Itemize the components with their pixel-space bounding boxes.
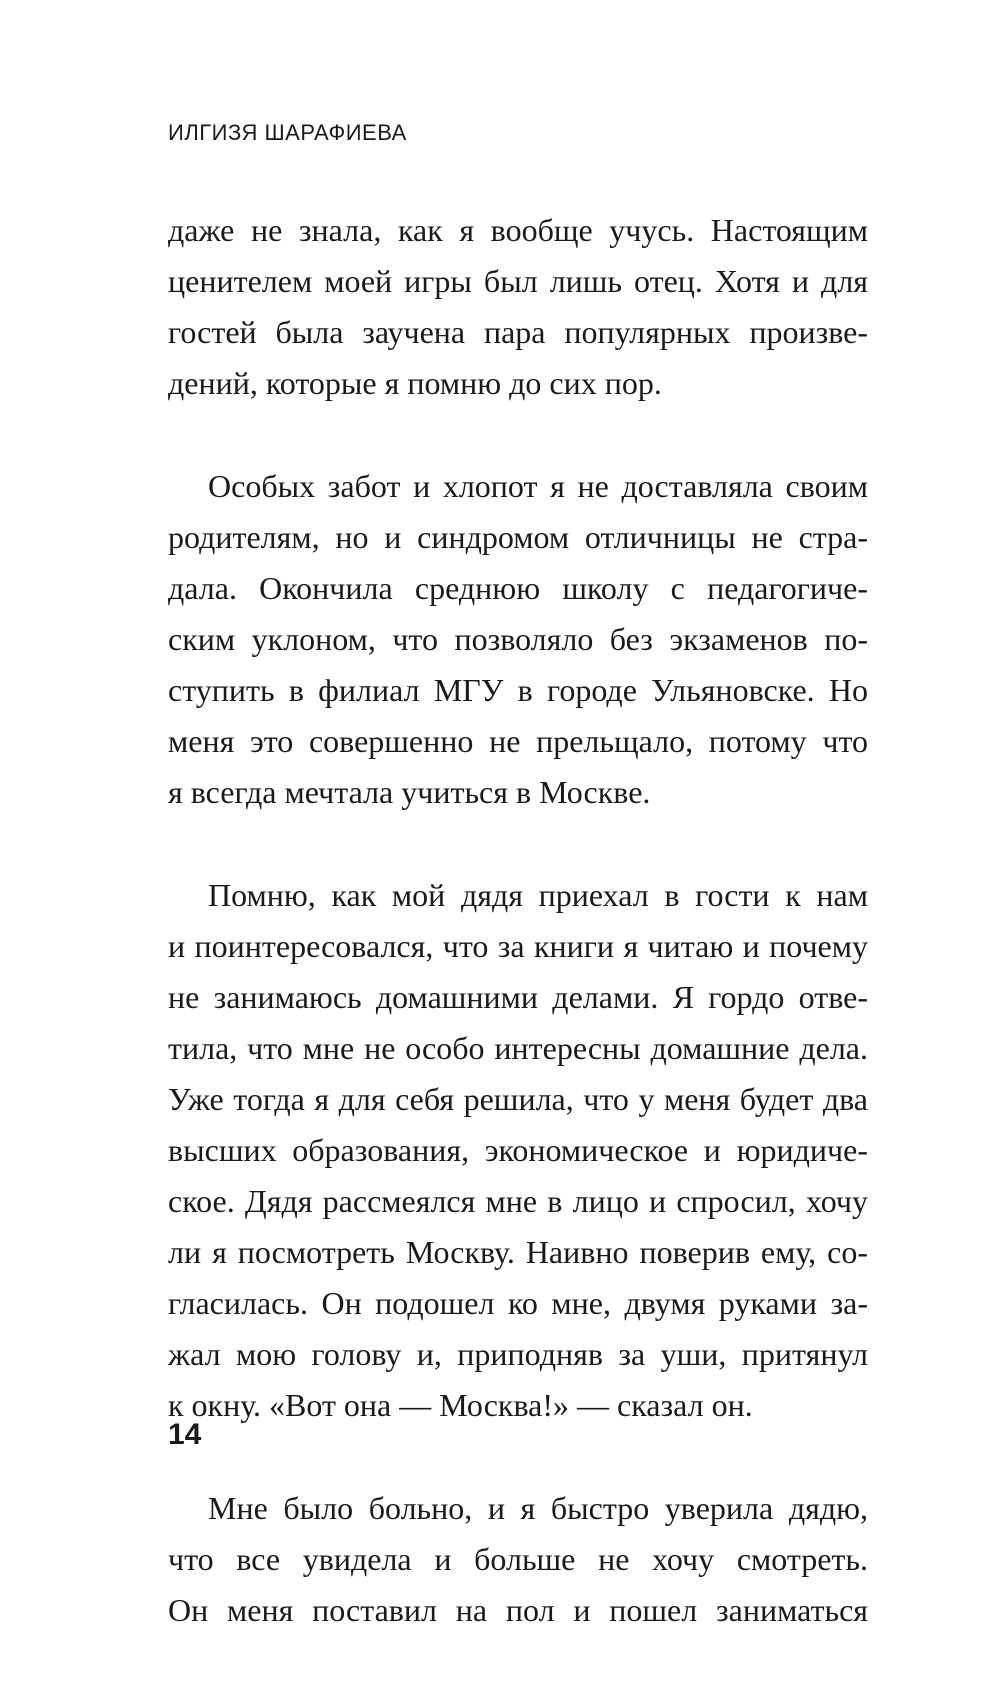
text-line: ступить в филиал МГУ в городе Ульяновске. Но [168, 672, 868, 708]
text-line: я всегда мечтала учиться в Москве. [168, 774, 651, 810]
running-head-author: ИЛГИЗЯ ШАРАФИЕВА [168, 120, 407, 145]
text-line: ли я посмотреть Москву. Наивно поверив ему, со- [168, 1234, 868, 1270]
text-line: тила, что мне не особо интересны домашние дела. [168, 1030, 868, 1066]
paragraph-4 [168, 1483, 868, 1636]
text-line: гласилась. Он подошел ко мне, двумя руками за- [168, 1285, 868, 1321]
paragraph-2 [168, 461, 868, 818]
text-line: жал мою голову и, приподняв за уши, притянул [168, 1336, 868, 1372]
text-line: гостей была заучена пара популярных произве- [168, 314, 868, 350]
text-line: дений, которые я помню до сих пор. [168, 365, 662, 401]
text-line: не занимаюсь домашними делами. Я гордо отве- [168, 979, 868, 1015]
paragraph-1 [168, 205, 868, 409]
text-line: даже не знала, как я вообще учусь. Настоящим [168, 212, 868, 248]
text-line: меня это совершенно не прельщало, потому что [168, 723, 868, 759]
page-number: 14 [168, 1418, 202, 1451]
text-line: Помню, как мой дядя приехал в гости к нам [208, 877, 868, 913]
text-line: ским уклоном, что позволяло без экзаменов по- [168, 621, 868, 657]
text-line: дала. Окончила среднюю школу с педагогиче- [168, 570, 868, 606]
text-line: Особых забот и хлопот я не доставляла своим [208, 468, 868, 504]
text-line: к окну. «Вот она — Москва!» — сказал он. [168, 1387, 753, 1423]
text-line: Он меня поставил на пол и пошел заниматься [168, 1592, 868, 1628]
body-text [168, 205, 868, 1688]
text-line: ценителем моей игры был лишь отец. Хотя и для [168, 263, 868, 299]
text-line: что все увидела и больше не хочу смотреть. [168, 1541, 868, 1577]
text-line: родителям, но и синдромом отличницы не стра- [168, 519, 868, 555]
text-line: ское. Дядя рассмеялся мне в лицо и спросил, хочу [168, 1183, 868, 1219]
text-line: Мне было больно, и я быстро уверила дядю, [208, 1490, 868, 1526]
text-line: и поинтересовался, что за книги я читаю и почему [168, 928, 868, 964]
text-line: высших образования, экономическое и юридиче- [168, 1132, 868, 1168]
text-line: Уже тогда я для себя решила, что у меня будет два [168, 1081, 868, 1117]
paragraph-3 [168, 870, 868, 1431]
